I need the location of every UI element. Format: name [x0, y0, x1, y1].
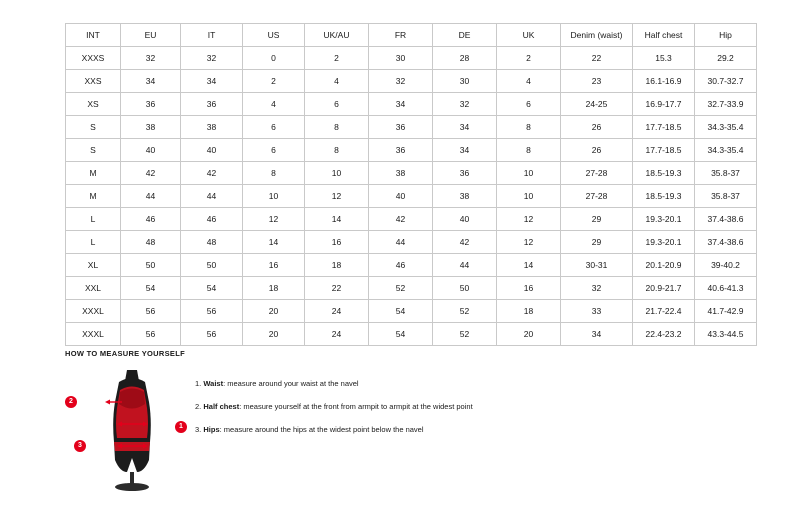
cell-de: 38	[433, 185, 497, 208]
cell-denim-waist: 27-28	[561, 185, 633, 208]
cell-us: 0	[243, 47, 305, 70]
cell-uk: 10	[497, 185, 561, 208]
measure-note-3-number: 3.	[195, 425, 202, 434]
table-row	[66, 300, 757, 323]
cell-de: 36	[433, 162, 497, 185]
column-header-de: DE	[433, 24, 497, 47]
cell-eu: 44	[121, 185, 181, 208]
measure-badge-3: 3	[74, 440, 86, 452]
measure-note-hips	[195, 424, 735, 436]
cell-it: 38	[181, 116, 243, 139]
cell-eu: 56	[121, 300, 181, 323]
cell-half-chest: 18.5-19.3	[633, 185, 695, 208]
cell-denim-waist: 34	[561, 323, 633, 346]
cell-fr: 54	[369, 323, 433, 346]
measure-note-3-term: Hips	[203, 425, 220, 434]
table-row	[66, 162, 757, 185]
cell-de: 44	[433, 254, 497, 277]
cell-half-chest: 16.9-17.7	[633, 93, 695, 116]
measure-note-2-term: Half chest	[203, 402, 240, 411]
cell-denim-waist: 26	[561, 139, 633, 162]
cell-ukau: 24	[305, 300, 369, 323]
cell-half-chest: 16.1-16.9	[633, 70, 695, 93]
cell-ukau: 22	[305, 277, 369, 300]
cell-ukau: 14	[305, 208, 369, 231]
cell-half-chest: 15.3	[633, 47, 695, 70]
table-row	[66, 277, 757, 300]
cell-denim-waist: 30-31	[561, 254, 633, 277]
cell-de: 34	[433, 139, 497, 162]
cell-ukau: 6	[305, 93, 369, 116]
size-table-head	[66, 24, 757, 47]
cell-eu: 38	[121, 116, 181, 139]
cell-it: 40	[181, 139, 243, 162]
cell-us: 6	[243, 139, 305, 162]
cell-fr: 34	[369, 93, 433, 116]
cell-int: XXS	[66, 70, 121, 93]
table-row	[66, 93, 757, 116]
cell-ukau: 8	[305, 139, 369, 162]
measure-note-2-text: : measure yourself at the front from armpit to armpit at the widest point	[239, 402, 473, 411]
cell-hip: 30.7-32.7	[695, 70, 757, 93]
cell-us: 20	[243, 323, 305, 346]
table-row	[66, 231, 757, 254]
cell-hip: 37.4-38.6	[695, 208, 757, 231]
table-row	[66, 139, 757, 162]
cell-fr: 46	[369, 254, 433, 277]
cell-fr: 42	[369, 208, 433, 231]
cell-eu: 48	[121, 231, 181, 254]
cell-int: XXXS	[66, 47, 121, 70]
measure-notes-list	[195, 368, 735, 447]
cell-int: M	[66, 162, 121, 185]
cell-ukau: 4	[305, 70, 369, 93]
cell-half-chest: 21.7-22.4	[633, 300, 695, 323]
cell-half-chest: 17.7-18.5	[633, 139, 695, 162]
cell-uk: 12	[497, 231, 561, 254]
cell-it: 54	[181, 277, 243, 300]
cell-eu: 36	[121, 93, 181, 116]
cell-eu: 40	[121, 139, 181, 162]
column-header-half-chest: Half chest	[633, 24, 695, 47]
table-row	[66, 208, 757, 231]
measure-note-1-number: 1.	[195, 379, 202, 388]
cell-half-chest: 22.4-23.2	[633, 323, 695, 346]
cell-fr: 36	[369, 139, 433, 162]
cell-de: 34	[433, 116, 497, 139]
cell-us: 10	[243, 185, 305, 208]
cell-de: 52	[433, 323, 497, 346]
cell-uk: 20	[497, 323, 561, 346]
cell-uk: 6	[497, 93, 561, 116]
cell-denim-waist: 22	[561, 47, 633, 70]
cell-fr: 36	[369, 116, 433, 139]
column-header-us: US	[243, 24, 305, 47]
cell-hip: 34.3-35.4	[695, 139, 757, 162]
cell-denim-waist: 26	[561, 116, 633, 139]
cell-ukau: 16	[305, 231, 369, 254]
cell-denim-waist: 29	[561, 231, 633, 254]
cell-it: 42	[181, 162, 243, 185]
table-row	[66, 323, 757, 346]
cell-uk: 18	[497, 300, 561, 323]
cell-de: 50	[433, 277, 497, 300]
cell-int: XXXL	[66, 300, 121, 323]
table-row	[66, 254, 757, 277]
cell-uk: 14	[497, 254, 561, 277]
how-to-measure-title: HOW TO MEASURE YOURSELF	[65, 349, 185, 358]
cell-de: 32	[433, 93, 497, 116]
cell-fr: 44	[369, 231, 433, 254]
cell-it: 56	[181, 300, 243, 323]
column-header-int: INT	[66, 24, 121, 47]
cell-int: XXXL	[66, 323, 121, 346]
cell-hip: 41.7-42.9	[695, 300, 757, 323]
mannequin-figure-container	[65, 368, 195, 493]
cell-eu: 32	[121, 47, 181, 70]
size-table-body	[66, 47, 757, 346]
cell-ukau: 2	[305, 47, 369, 70]
cell-fr: 54	[369, 300, 433, 323]
cell-it: 48	[181, 231, 243, 254]
column-header-fr: FR	[369, 24, 433, 47]
cell-ukau: 12	[305, 185, 369, 208]
cell-it: 56	[181, 323, 243, 346]
table-row	[66, 116, 757, 139]
measure-note-waist	[195, 378, 735, 390]
cell-fr: 40	[369, 185, 433, 208]
cell-hip: 35.8-37	[695, 162, 757, 185]
cell-int: L	[66, 231, 121, 254]
cell-fr: 32	[369, 70, 433, 93]
cell-fr: 52	[369, 277, 433, 300]
column-header-ukau: UK/AU	[305, 24, 369, 47]
cell-ukau: 8	[305, 116, 369, 139]
how-to-measure-body	[65, 368, 735, 493]
cell-ukau: 24	[305, 323, 369, 346]
cell-hip: 43.3-44.5	[695, 323, 757, 346]
cell-de: 40	[433, 208, 497, 231]
cell-eu: 46	[121, 208, 181, 231]
cell-hip: 32.7-33.9	[695, 93, 757, 116]
cell-eu: 50	[121, 254, 181, 277]
cell-de: 28	[433, 47, 497, 70]
cell-de: 52	[433, 300, 497, 323]
cell-fr: 30	[369, 47, 433, 70]
cell-it: 32	[181, 47, 243, 70]
cell-denim-waist: 27-28	[561, 162, 633, 185]
cell-int: XXL	[66, 277, 121, 300]
table-header-row	[66, 24, 757, 47]
table-row	[66, 185, 757, 208]
measure-note-1-term: Waist	[203, 379, 224, 388]
cell-uk: 16	[497, 277, 561, 300]
column-header-eu: EU	[121, 24, 181, 47]
column-header-denim-waist: Denim (waist)	[561, 24, 633, 47]
cell-ukau: 18	[305, 254, 369, 277]
cell-half-chest: 20.1-20.9	[633, 254, 695, 277]
table-row	[66, 70, 757, 93]
cell-int: M	[66, 185, 121, 208]
measure-note-1-text: : measure around your waist at the navel	[223, 379, 359, 388]
cell-half-chest: 19.3-20.1	[633, 231, 695, 254]
cell-us: 2	[243, 70, 305, 93]
cell-denim-waist: 33	[561, 300, 633, 323]
cell-int: XL	[66, 254, 121, 277]
cell-hip: 35.8-37	[695, 185, 757, 208]
measure-note-3-text: : measure around the hips at the widest point below the navel	[219, 425, 424, 434]
cell-int: S	[66, 139, 121, 162]
measure-badge-1: 1	[175, 421, 187, 433]
measure-note-half-chest	[195, 401, 735, 413]
cell-it: 46	[181, 208, 243, 231]
cell-it: 44	[181, 185, 243, 208]
cell-denim-waist: 29	[561, 208, 633, 231]
cell-fr: 38	[369, 162, 433, 185]
size-table-container	[65, 23, 744, 346]
cell-hip: 39-40.2	[695, 254, 757, 277]
cell-half-chest: 20.9-21.7	[633, 277, 695, 300]
cell-half-chest: 19.3-20.1	[633, 208, 695, 231]
mannequin-illustration-icon	[89, 368, 175, 493]
cell-uk: 12	[497, 208, 561, 231]
cell-uk: 8	[497, 116, 561, 139]
how-to-measure-section	[65, 349, 735, 493]
cell-it: 50	[181, 254, 243, 277]
cell-eu: 34	[121, 70, 181, 93]
cell-us: 20	[243, 300, 305, 323]
cell-us: 18	[243, 277, 305, 300]
cell-hip: 37.4-38.6	[695, 231, 757, 254]
cell-denim-waist: 23	[561, 70, 633, 93]
column-header-hip: Hip	[695, 24, 757, 47]
cell-us: 16	[243, 254, 305, 277]
measure-note-2-number: 2.	[195, 402, 202, 411]
cell-us: 12	[243, 208, 305, 231]
table-row	[66, 47, 757, 70]
measure-badge-2: 2	[65, 396, 77, 408]
size-table	[65, 23, 757, 346]
cell-de: 42	[433, 231, 497, 254]
cell-eu: 56	[121, 323, 181, 346]
cell-denim-waist: 32	[561, 277, 633, 300]
cell-half-chest: 18.5-19.3	[633, 162, 695, 185]
cell-uk: 4	[497, 70, 561, 93]
cell-us: 8	[243, 162, 305, 185]
column-header-uk: UK	[497, 24, 561, 47]
cell-eu: 54	[121, 277, 181, 300]
cell-denim-waist: 24-25	[561, 93, 633, 116]
cell-ukau: 10	[305, 162, 369, 185]
cell-hip: 40.6-41.3	[695, 277, 757, 300]
cell-it: 34	[181, 70, 243, 93]
column-header-it: IT	[181, 24, 243, 47]
cell-eu: 42	[121, 162, 181, 185]
cell-int: L	[66, 208, 121, 231]
cell-hip: 34.3-35.4	[695, 116, 757, 139]
cell-uk: 2	[497, 47, 561, 70]
cell-de: 30	[433, 70, 497, 93]
cell-hip: 29.2	[695, 47, 757, 70]
cell-uk: 10	[497, 162, 561, 185]
cell-it: 36	[181, 93, 243, 116]
cell-uk: 8	[497, 139, 561, 162]
cell-int: S	[66, 116, 121, 139]
cell-us: 14	[243, 231, 305, 254]
cell-us: 4	[243, 93, 305, 116]
cell-int: XS	[66, 93, 121, 116]
cell-half-chest: 17.7-18.5	[633, 116, 695, 139]
cell-us: 6	[243, 116, 305, 139]
